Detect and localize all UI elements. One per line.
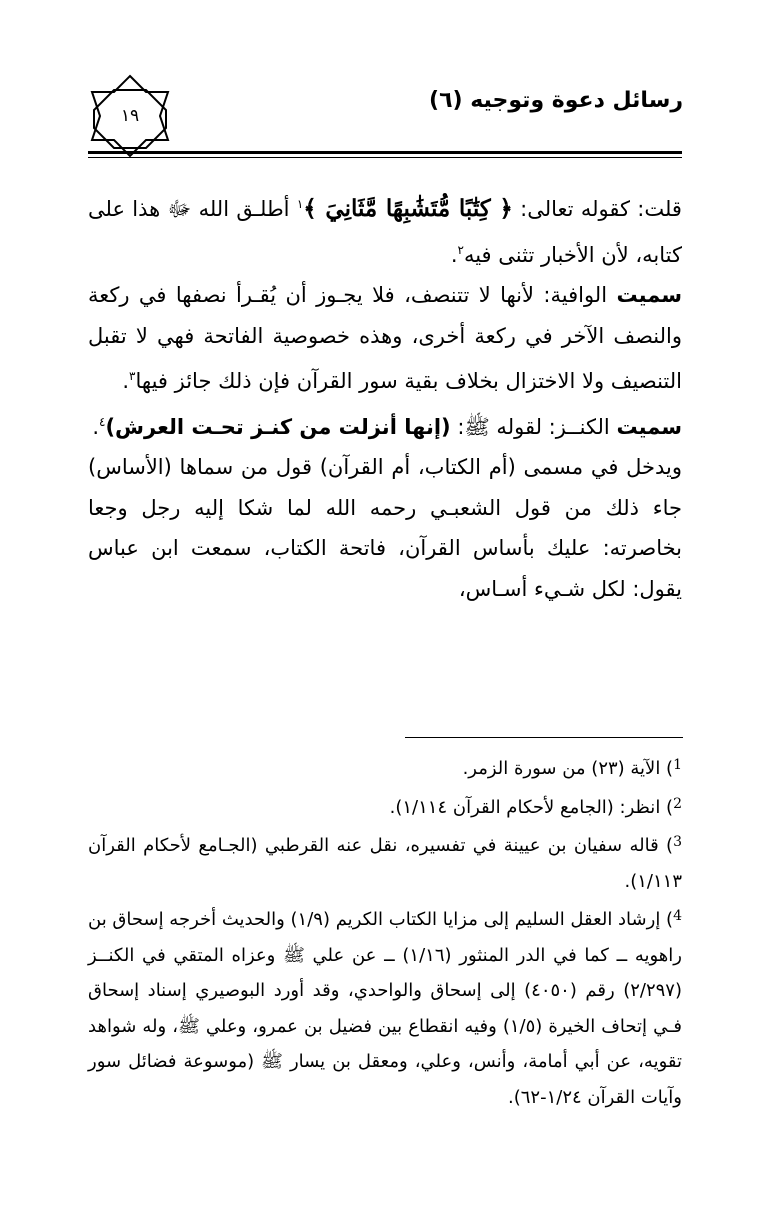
footnote-item: $^3$) قاله سفيان بن عيينة في تفسيره، نقل عنه القرطبي (الجـامع لأحكام القرآن ١/١١٣). [88,834,683,892]
paragraph-intro: قلت: كقوله تعالى: [512,197,682,221]
footnote-ref: ٣ [129,369,136,383]
paragraph-text: الكنــز: لقوله ﷺ: [450,414,617,439]
paragraph-text: ويدخل في مسمى (أم الكتاب، أم القرآن) قول من سماها (الأساس) جاء ذلك من قول الشعبـي رحمه الله لما شكا إليه رجل وجعا بخاصرته: عليك بأساس القرآن، فاتحة الكتاب، سمعت ابن عباس يقول: لكل شـيء أسـاس، [88,455,682,601]
paragraph-end: . [92,414,99,439]
footnote-number: 3 [673,834,683,850]
paragraph-mathani [88,184,682,275]
footnote-item: $^4$) إرشاد العقل السليم إلى مزايا الكتاب الكريم (١/٩) والحديث أخرجه إسحاق بن راهويه ــ كما في الدر المنثور (١/١٦) ــ عن علي ﷺ وعزاه المتقي في الكنــز (٢/٢٩٧) رقم (٤٠٥٠) إلى إسحاق والواحدي، وقد أورد البوصيري إسناد إسحاق فـي إتحاف الخيرة (١/٥) وفيه انقطاع بين فضيل بن عمرو، وعلي ﷺ، وله شواهد تقويه، عن أبي أمامة، وأنس، وعلي، ومعقل بن يسار ﷺ (موسوعة فضائل سور وآيات القرآن ١/٢٤-٦٢). [88,908,682,1108]
footnote-text: الآية (٢٣) من سورة الزمر. [462,758,661,779]
footnote-item: $^2$) انظر: (الجامع لأحكام القرآن ١/١١٤). [389,795,682,818]
footnote-text: إرشاد العقل السليم إلى مزايا الكتاب الكريم (١/٩) والحديث أخرجه إسحاق بن راهويه ــ كما في الدر المنثور (١/١٦) ــ عن علي ﷺ وعزاه المتقي في الكنــز (٢/٢٩٧) رقم (٤٠٥٠) إلى إسحاق والواحدي، وقد أورد البوصيري إسناد إسحاق فـي إتحاف الخيرة (١/٥) وفيه انقطاع بين فضيل بن عمرو، وعلي ﷺ، وله شواهد تقويه، عن أبي أمامة، وأنس، وعلي، ومعقل بن يسار ﷺ (موسوعة فضائل سور وآيات القرآن ١/٢٤-٦٢). [88,909,682,1108]
keyword-sumiyat: سميت [616,283,682,307]
paragraph-text: أطلـق الله ﷻ هذا على كتابه، لأن الأخبار تثنى فيه [88,197,682,267]
paragraph-end: . [122,369,130,393]
footnote-ref: ٢ [457,242,464,257]
page-number-badge [84,72,176,160]
footnote-number: 1 [673,757,682,773]
footnote-text: انظر: (الجامع لأحكام القرآن ١/١١٤). [389,796,661,818]
footnote-item: $^1$) الآية (٢٣) من سورة الزمر. [462,757,682,779]
hadith-quote: (إنها أنزلت من كنـز تحـت العرش) [105,414,451,439]
keyword-sumiyat: سميت [616,414,682,439]
header-rule-thick [88,151,682,154]
footnote-number: 4 [673,908,682,924]
paragraph-asas [88,447,682,609]
paragraph-end: . [450,242,458,267]
paragraph-wafiya [88,275,682,402]
page-number: ١٩ [120,106,140,126]
header-rule-thin [88,157,682,158]
footnote-text: قاله سفيان بن عيينة في تفسيره، نقل عنه القرطبي (الجـامع لأحكام القرآن ١/١١٣). [88,835,682,892]
running-header-title: رسائل دعوة وتوجيه (٦) [429,88,683,113]
main-text [88,184,682,609]
quran-verse: ﴿ كِتَٰبًا مُّتَشَٰبِهًا مَّثَانِيَ ﴾ [303,195,513,222]
paragraph-kanz [88,402,682,448]
footnote-ref: ٤ [99,414,106,429]
footnotes [88,748,682,1115]
footnote-number: 2 [673,795,682,812]
paragraph-text: الوافية: لأنها لا تتنصف، فلا يجـوز أن يُقـرأ نصفها في ركعة والنصف الآخر في ركعة أخرى، وهذه خصوصية الفاتحة فهي لا تقبل التنصيف ولا الاختزال بخلاف بقية سور القرآن فإن ذلك جائز فيها [88,283,682,393]
footnote-ref: ١ [296,197,304,211]
footnote-separator [405,737,683,738]
